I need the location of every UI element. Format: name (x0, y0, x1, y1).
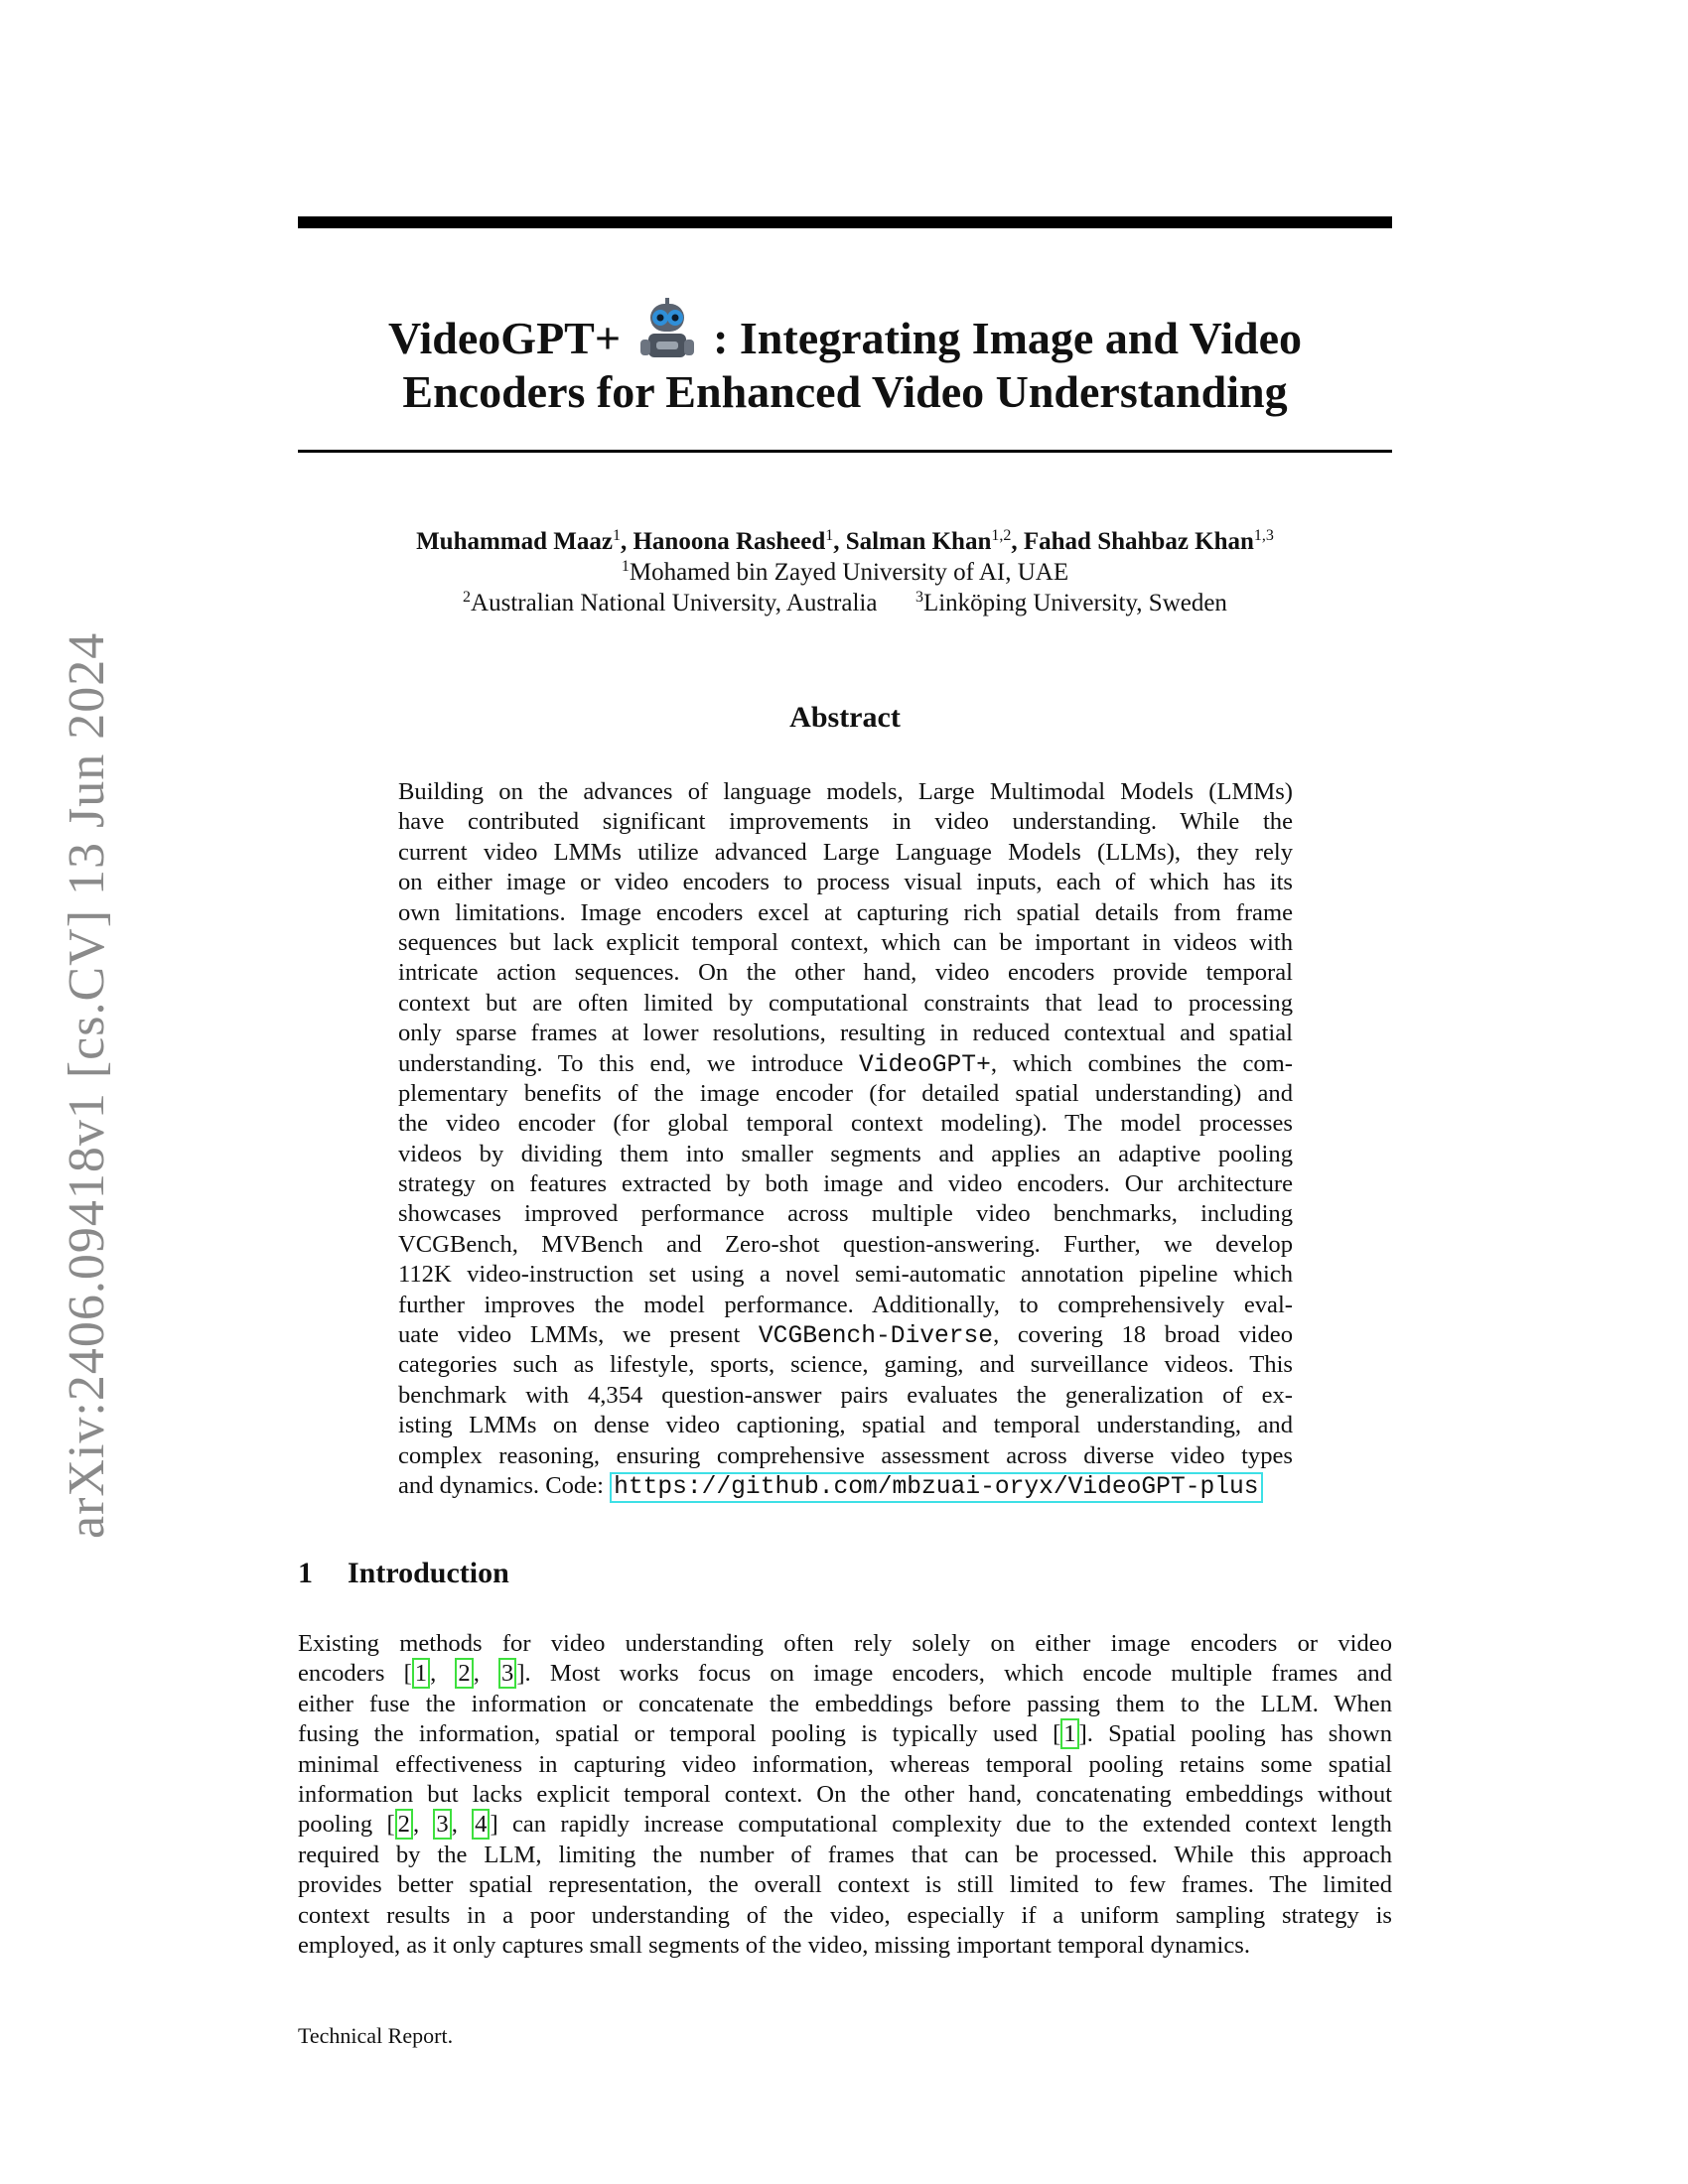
intro-line: pooling [ 2 , 3 , 4 ] can rapidly increase computational complexity due to the extended context length (298, 1811, 1392, 1839)
abstract-line: the video encoder (for global temporal context modeling). The model processes (398, 1110, 1293, 1138)
affiliation-mark: 1,3 (1253, 527, 1274, 544)
github-code-link[interactable]: https://github.com/mbzuai-oryx/VideoGPT-plus (610, 1472, 1262, 1503)
section-heading-introduction (298, 1557, 509, 1590)
abstract-line: 112K video-instruction set using a novel semi-automatic annotation pipeline which (398, 1261, 1293, 1289)
citation-link[interactable]: 3 (498, 1658, 516, 1689)
title-line-2: Encoders for Enhanced Video Understanding (402, 366, 1288, 417)
paper-title (298, 298, 1392, 419)
introduction-body (298, 1629, 1392, 1961)
abstract-line: categories such as lifestyle, sports, science, gaming, and surveillance videos. This (398, 1351, 1293, 1379)
abstract-line: plementary benefits of the image encoder (for detailed spatial understanding) and (398, 1079, 1293, 1107)
abstract-line: context but are often limited by computational constraints that lead to processing (398, 989, 1293, 1017)
arxiv-identifier-stamp: arXiv:2406.09418v1 [cs.CV] 13 Jun 2024 (59, 631, 115, 1539)
abstract-line: only sparse frames at lower resolutions, resulting in reduced contextual and spatial (398, 1020, 1293, 1047)
intro-line: either fuse the information or concatenate the embeddings before passing them to the LLM. When (298, 1690, 1392, 1717)
abstract-line: strategy on features extracted by both image and video encoders. Our architecture (398, 1170, 1293, 1198)
intro-line: encoders [ 1 , 2 , 3 ]. Most works focus on image encoders, which encode multiple frames and (298, 1660, 1392, 1688)
abstract-line: on either image or video encoders to process visual inputs, each of which has its (398, 869, 1293, 896)
intro-line: required by the LLM, limiting the number of frames that can be processed. While this approach (298, 1841, 1392, 1868)
title-part-1: VideoGPT+ (388, 313, 622, 363)
abstract-line: complex reasoning, ensuring comprehensive assessment across diverse video types (398, 1441, 1293, 1469)
abstract-line: videos by dividing them into smaller segments and applies an adaptive pooling (398, 1140, 1293, 1167)
affiliations-2-3: $^2$Australian National University, Australia $^3$Linköping University, Sweden (463, 589, 1227, 616)
citation-link[interactable]: 1 (1060, 1718, 1078, 1749)
affiliation-1: $^1$Mohamed bin Zayed University of AI, UAE (621, 558, 1069, 586)
abstract-heading: Abstract (789, 701, 901, 734)
abstract-line: sequences but lack explicit temporal context, which can be important in videos with (398, 928, 1293, 956)
intro-line: information but lacks explicit temporal context. On the other hand, concatenating embeddings without (298, 1780, 1392, 1808)
citation-link[interactable]: 2 (395, 1809, 413, 1840)
affiliation-mark: 1 (612, 527, 621, 544)
abstract-line: current video LMMs utilize advanced Large Language Models (LLMs), they rely (398, 838, 1293, 866)
abstract-line: VCGBench, MVBench and Zero-shot question-answering. Further, we develop (398, 1230, 1293, 1258)
footnote-technical-report: Technical Report. (298, 2023, 454, 2048)
title-part-2: : Integrating Image and Video (713, 313, 1302, 363)
model-name-code: VideoGPT+ (859, 1051, 991, 1079)
intro-line: employed, as it only captures small segments of the video, missing important temporal dynamics. (298, 1931, 1250, 1959)
intro-line: Existing methods for video understanding often rely solely on either image encoders or video (298, 1630, 1392, 1657)
abstract-line: uate video LMMs, we present VCGBench-Diverse, covering 18 broad video (398, 1321, 1293, 1351)
robot-mascot-icon (636, 298, 698, 361)
abstract-line: Building on the advances of language models, Large Multimodal Models (LMMs) (398, 778, 1293, 805)
citation-link[interactable]: 3 (433, 1809, 451, 1840)
citation-link[interactable]: 2 (455, 1658, 473, 1689)
affiliation-mark: 1 (825, 527, 834, 544)
intro-line: fusing the information, spatial or temporal pooling is typically used [ 1 ]. Spatial pooling has shown (298, 1720, 1392, 1748)
title-bottom-rule (298, 450, 1392, 453)
abstract-line: showcases improved performance across multiple video benchmarks, including (398, 1200, 1293, 1228)
benchmark-name-code: VCGBench-Diverse (758, 1323, 994, 1351)
intro-line: minimal effectiveness in capturing video information, whereas temporal pooling retains some spatial (298, 1750, 1392, 1778)
citation-link[interactable]: 4 (472, 1809, 490, 1840)
abstract-line: intricate action sequences. On the other hand, video encoders provide temporal (398, 959, 1293, 987)
abstract-line: have contributed significant improvements in video understanding. While the (398, 808, 1293, 836)
abstract-line: own limitations. Image encoders excel at capturing rich spatial details from frame (398, 898, 1293, 926)
affiliation-mark: 1,2 (991, 527, 1012, 544)
author-name: Fahad Shahbaz Khan (1023, 528, 1254, 555)
intro-line: provides better spatial representation, the overall context is still limited to few frames. The limited (298, 1871, 1392, 1899)
abstract-line: benchmark with 4,354 question-answer pairs evaluates the generalization of ex- (398, 1381, 1293, 1409)
title-top-rule (298, 216, 1392, 228)
section-number: 1 (298, 1557, 313, 1589)
abstract-line: understanding. To this end, we introduce VideoGPT+, which combines the com- (398, 1049, 1293, 1079)
section-title: Introduction (348, 1557, 509, 1589)
author-name: Muhammad Maaz (416, 528, 613, 555)
author-names: Muhammad Maaz$^1$, Hanoona Rasheed$^1$, Salman Khan$^{1,2}$, Fahad Shahbaz Khan$^{1,3}$ (416, 527, 1274, 555)
intro-line: context results in a poor understanding of the video, especially if a uniform sampling strategy is (298, 1901, 1392, 1929)
author-name: Hanoona Rasheed (633, 528, 826, 555)
abstract-body (398, 777, 1293, 1501)
author-block (298, 526, 1392, 618)
abstract-line: isting LMMs on dense video captioning, spatial and temporal understanding, and (398, 1412, 1293, 1439)
abstract-line: further improves the model performance. Additionally, to comprehensively eval- (398, 1291, 1293, 1318)
citation-link[interactable]: 1 (412, 1658, 430, 1689)
abstract-line: and dynamics. Code: https://github.com/mbzuai-oryx/VideoGPT-plus (398, 1471, 1293, 1501)
author-name: Salman Khan (845, 528, 992, 555)
